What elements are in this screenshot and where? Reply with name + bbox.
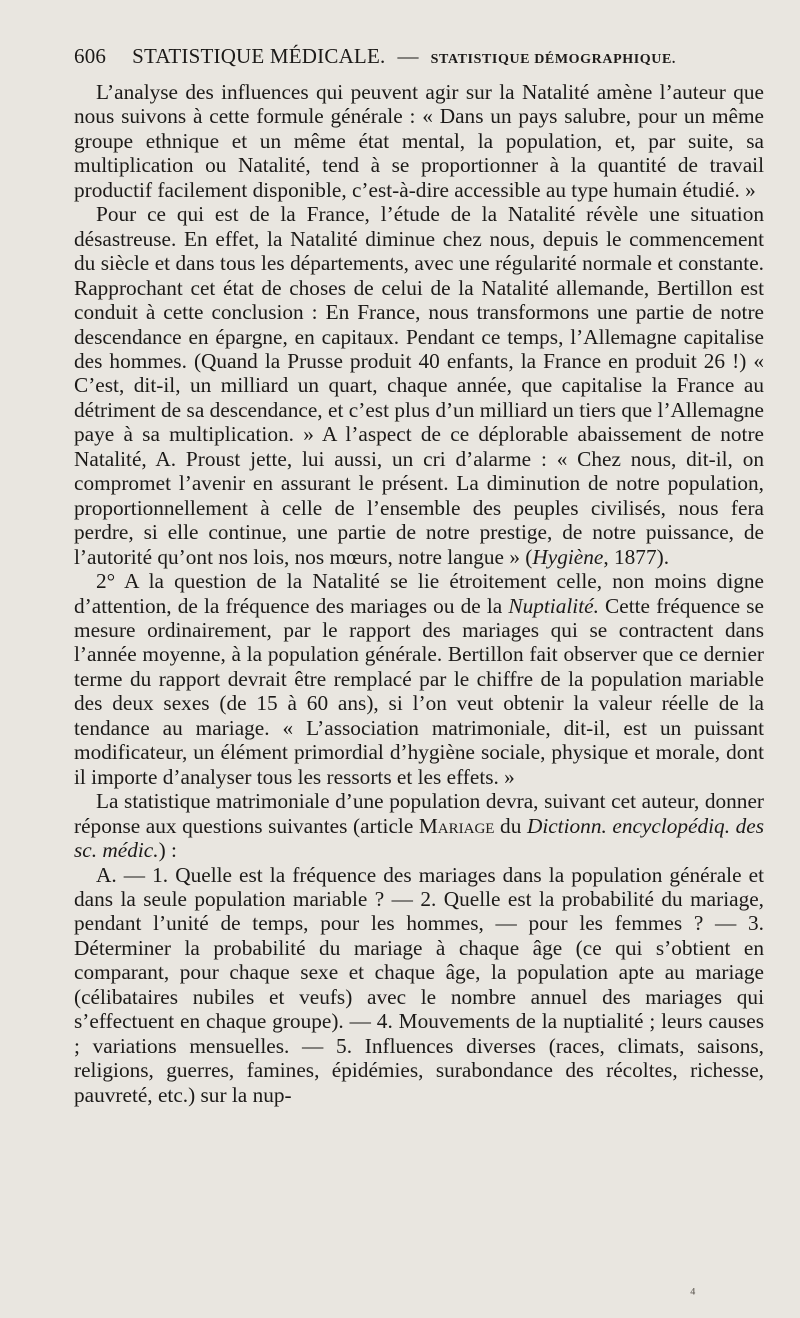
running-header [74, 44, 764, 80]
paragraph-questions-a: A. — 1. Quelle est la fréquence des mariages dans la population générale et dans la seule population mariable ? — 2. Quelle est la probabilité du mariage, pendant l’unité de temps, pour les hommes, — pour les femmes ? — 3. Déterminer la probabilité du mariage à chaque âge (ce qui s’obtient en comparant, pour chaque sexe et chaque âge, la population apte au mariage (célibataires nubiles et veufs) avec le nombre annuel des mariages qui s’effectuent en chaque groupe). — 4. Mouvements de la nuptialité ; leurs causes ; variations mensuelles. — 5. Influences diverses (races, climats, saisons, religions, guerres, famines, épidémies, surabondance des récoltes, richesse, pauvreté, etc.) sur la nup- [74, 862, 764, 1107]
paragraph-natalite-formule: L’analyse des influences qui peuvent agir sur la Natalité amène l’auteur que nous suivons à cette formule générale : « Dans un pays salubre, pour un même groupe ethnique et un même état mental, la population, et, par suite, sa multiplication ou Natalité, tend à se proportionner à la quantité de travail productif facilement disponible, c’est-à-dire accessible au type humain étudié. » [74, 80, 764, 202]
italic-nuptialite: Nuptialité. [508, 593, 599, 618]
paragraph-france-natalite: Pour ce qui est de la France, l’étude de la Natalité révèle une situation désastreuse. En effet, la Natalité diminue chez nous, depuis le commencement du siècle et dans tous les départements, avec une régularité normale et constante. Rapprochant cet état de choses de celui de la Natalité allemande, Bertillon est conduit à cette conclusion : En France, nous transformons une partie de notre descendance en épargne, en capitaux. Pendant ce temps, l’Allemagne capitalise des hommes. (Quand la Prusse produit 40 enfants, la France en produit 26 !) « C’est, dit-il, un milliard un quart, chaque année, que capitalise la France au détriment de sa descendance, et c’est plus d’un milliard un tiers que l’Allemagne paye à sa multiplication. » A l’aspect de ce déplorable abaissement de notre Natalité, A. Proust jette, lui aussi, un cri d’alarme : « Chez nous, dit-il, on compromet l’avenir en assurant le présent. La diminution de notre population, proportionnellement à celle de l’ensemble des peuples civilisés, nous fera perdre, si elle continue, une partie de notre prestige, de notre puissance, de l’autorité qu’ont nos lois, nos mœurs, notre langue » (Hygiène, 1877). [74, 202, 764, 569]
page-body [74, 80, 764, 1107]
title-dash: — [397, 44, 419, 68]
margin-mark: ⁴ [690, 1286, 696, 1303]
smallcaps-mariage: Mariage [418, 813, 495, 838]
paragraph-nuptialite: 2° A la question de la Natalité se lie étroitement celle, non moins digne d’attention, de la fréquence des mariages ou de la Nuptialité. Cette fréquence se mesure ordinairement, par le rapport des mariages qui se contractent dans l’année moyenne, à la population générale. Bertillon fait observer que ce dernier terme du rapport devrait être remplacé par le chiffre de la population mariable des deux sexes (de 15 à 60 ans), si l’on veut obtenir la valeur réelle de la tendance au mariage. « L’association matrimoniale, dit-il, est un puissant modificateur, un élément primordial d’hygiène sociale, physique et morale, dont il importe d’analyser tous les ressorts et les effets. » [74, 569, 764, 789]
running-title: STATISTIQUE MÉDICALE. [132, 44, 386, 68]
italic-hygiene: Hygiène [532, 544, 604, 569]
running-subtitle: STATISTIQUE DÉMOGRAPHIQUE. [430, 52, 676, 67]
paragraph-statistique-matrimoniale: La statistique matrimoniale d’une population devra, suivant cet auteur, donner réponse aux questions suivantes (article Mariage du Dictionn. encyclopédiq. des sc. médic.) : [74, 789, 764, 863]
italic-dictionnaire: Dictionn. encyclopédiq. des sc. médic. [74, 813, 764, 863]
page-number: 606 [74, 44, 107, 68]
